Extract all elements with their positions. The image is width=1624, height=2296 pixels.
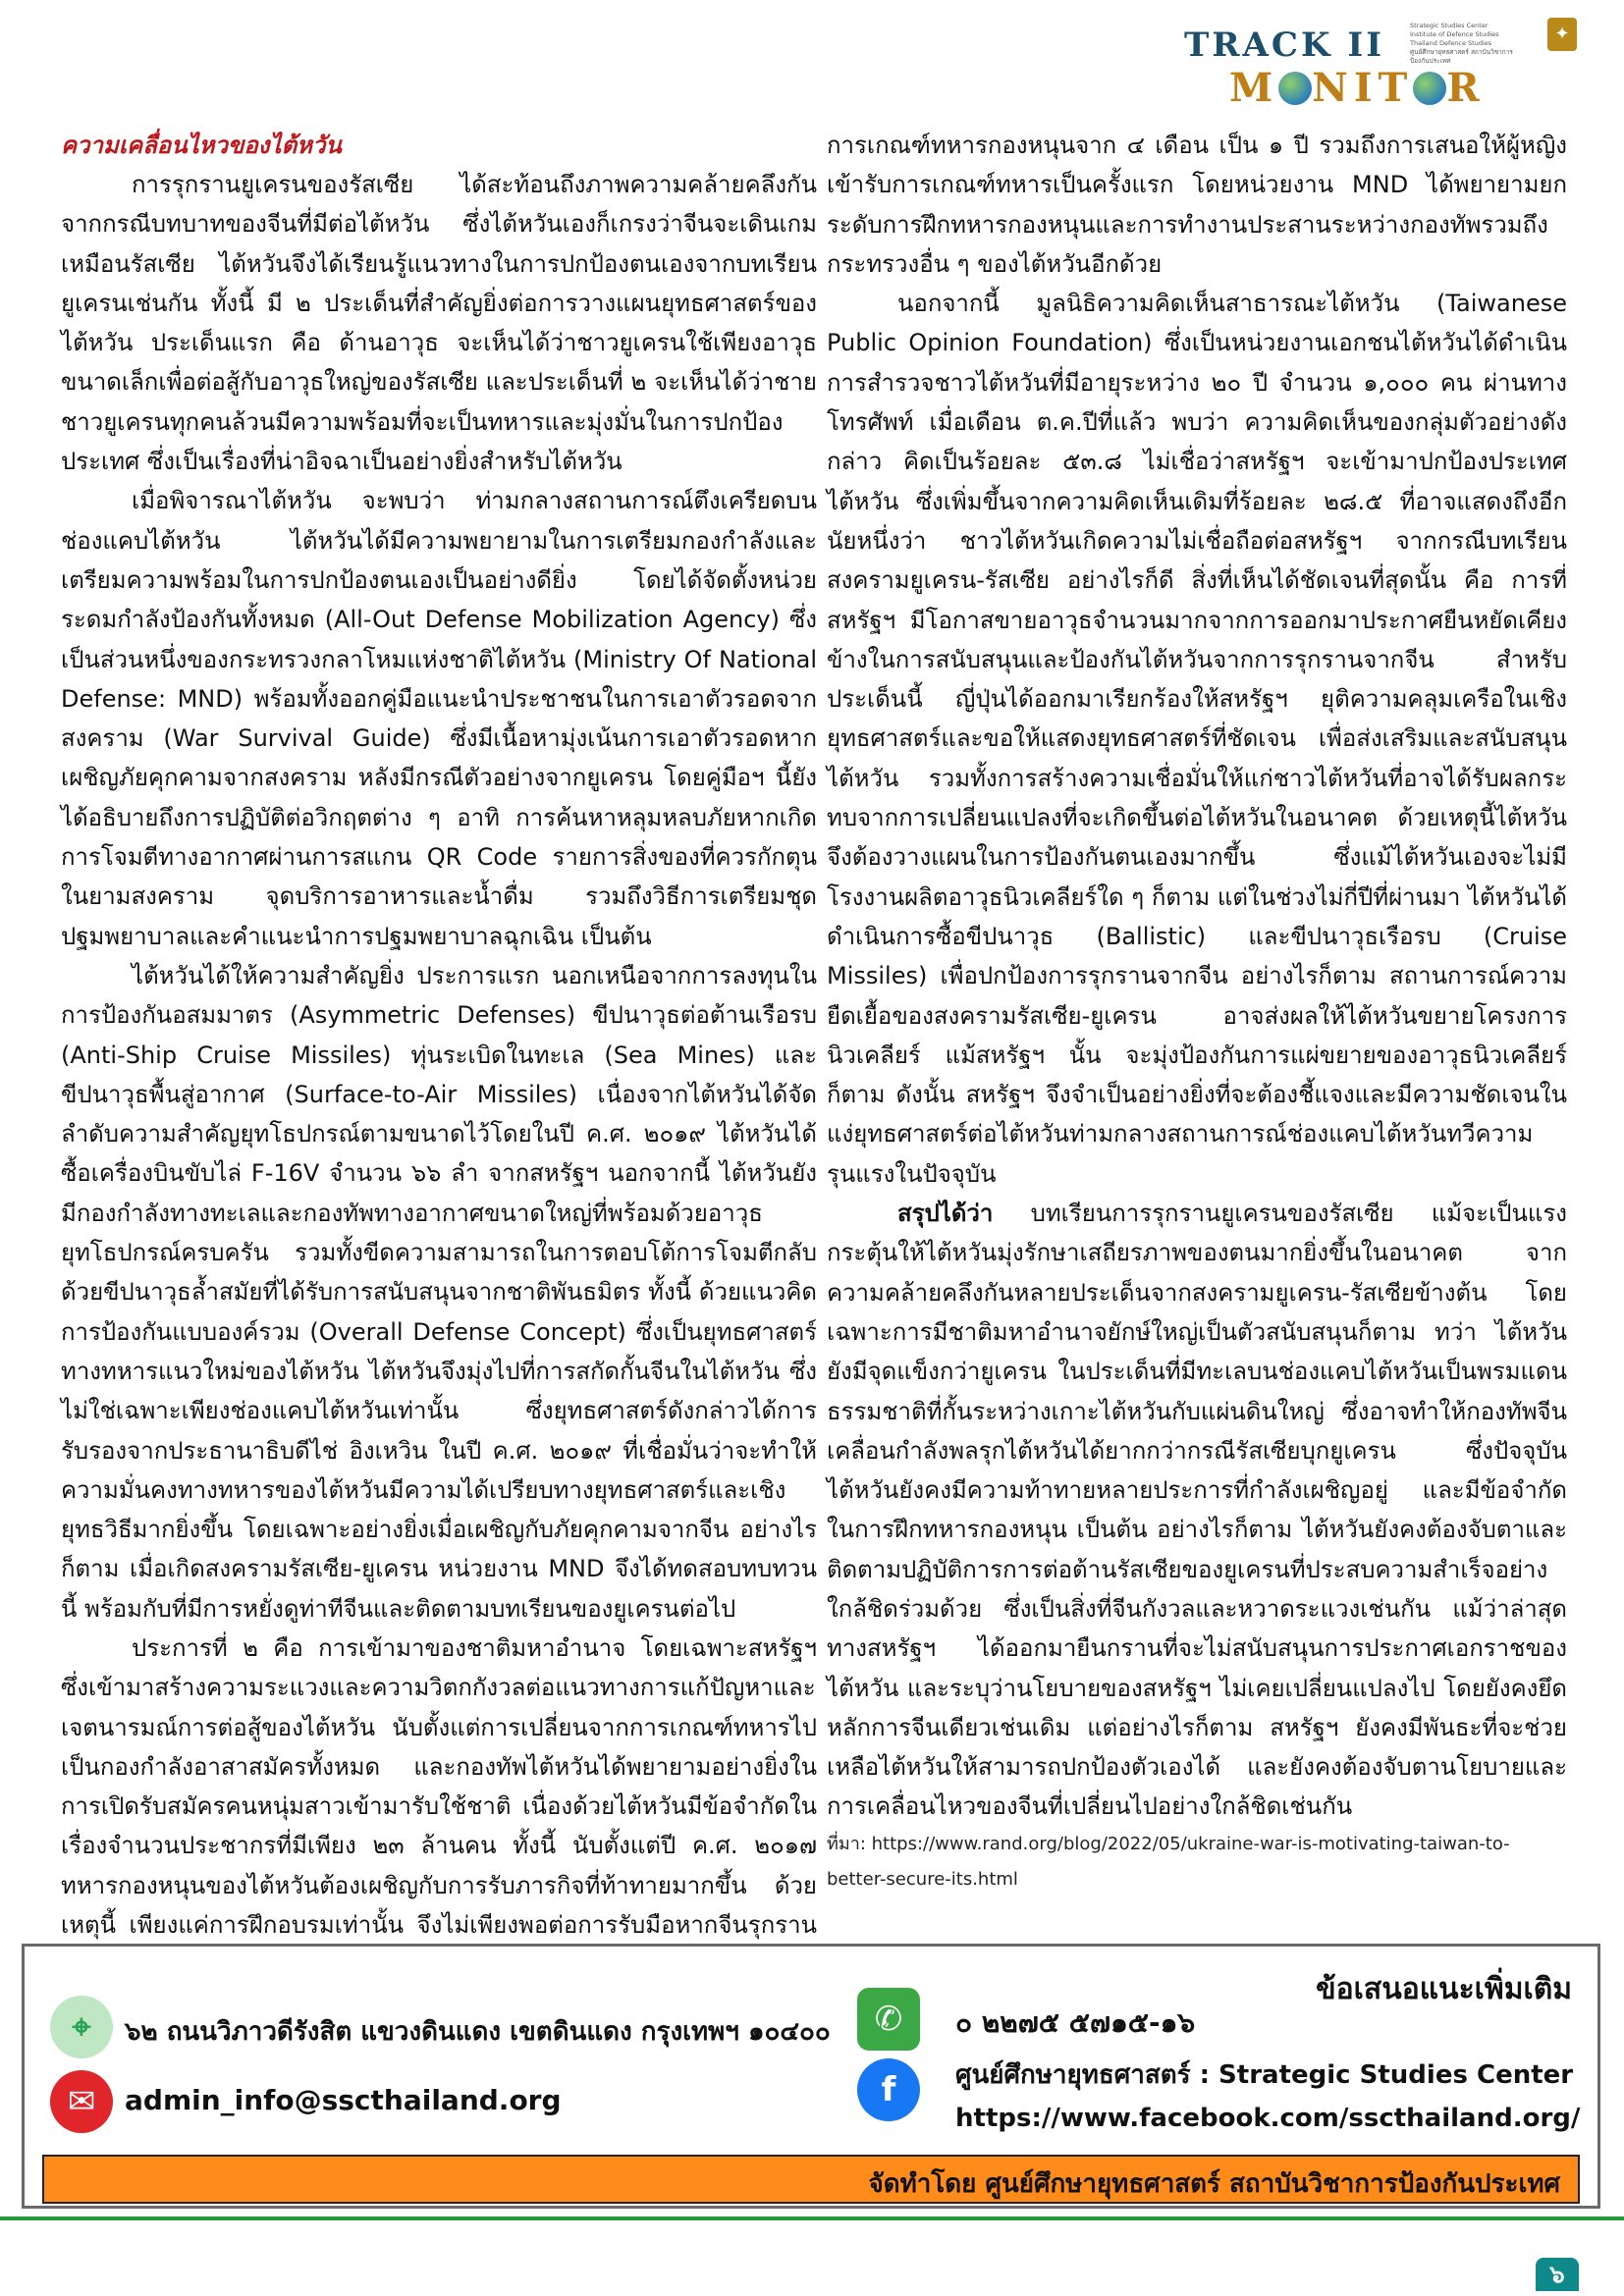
paragraph: การเกณฑ์ทหารกองหนุนจาก ๔ เดือน เป็น ๑ ปี รวมถึงการเสนอให้ผู้หญิงเข้ารับการเกณฑ์ทหารเป็นครั้งแรก โดยหน่วยงาน MND ได้พยายามยกระดับการฝึกทหารกองหนุนและการทำงานประสานระหว่างกองทัพรวมถึงกระทรวงอื่น ๆ ของไต้หวันอีกด้วย bbox=[827, 132, 1567, 278]
masthead bbox=[1184, 18, 1577, 111]
center-name: ศูนย์ศึกษายุทธศาสตร์ : Strategic Studies Center bbox=[955, 2060, 1574, 2090]
paragraph: ประการที่ ๒ คือ การเข้ามาของชาติมหาอำนาจ โดยเฉพาะสหรัฐฯ ซึ่งเข้ามาสร้างความระแวงและความวิตกกังวลต่อแนวทางการแก้ปัญหาและเจตนารมณ์การต่อสู้ของไต้หวัน นับตั้งแต่การเปลี่ยนจากการเกณฑ์ทหารไปเป็นกองกำลังอาสาสมัครทั้งหมด และกองทัพไต้หวันได้พยายามอย่างยิ่งในการเปิดรับสมัครคนหนุ่มสาวเข้ามารับใช้ชาติ เนื่องด้วยไต้หวันมีข้อจำกัดในเรื่องจำนวนประชากรที่มีเพียง ๒๓ ล้านคน ทั้งนี้ นับตั้งแต่ปี ค.ศ. ๒๐๑๗ ทหารกองหนุนของไต้หวันต้องเผชิญกับการรับภารกิจที่ท้าทายมากขึ้น ด้วยเหตุนี้ เพียงแค่การฝึกอบรมเท่านั้น จึงไม่เพียงพอต่อการรับมือหากจีนรุกราน bbox=[61, 1633, 817, 1940]
monitor-m: M bbox=[1229, 65, 1279, 111]
masthead-monitor bbox=[1229, 65, 1486, 111]
phone-text: ๐ ๒๒๗๕ ๕๗๑๕-๑๖ bbox=[955, 2006, 1196, 2039]
globe-icon bbox=[1413, 72, 1446, 105]
mail-icon: ✉ bbox=[50, 2070, 113, 2133]
source-link[interactable]: ที่มา: https://www.rand.org/blog/2022/05/ukraine-war-is-motivating-taiwan-to-better-secure-its.html bbox=[827, 1833, 1510, 1890]
facebook-link[interactable]: https://www.facebook.com/sscthailand.org/ bbox=[955, 2104, 1581, 2133]
email-link[interactable]: admin_info@sscthailand.org bbox=[125, 2084, 562, 2116]
monitor-nit: NIT bbox=[1312, 65, 1414, 111]
address-text: ๖๒ ถนนวิภาวดีรังสิต แขวงดินแดง เขตดินแดง กรุงเทพฯ ๑๐๔๐๐ bbox=[125, 2017, 831, 2047]
globe-icon bbox=[1278, 72, 1312, 105]
paragraph: ไต้หวันได้ให้ความสำคัญยิ่ง ประการแรก นอกเหนือจากการลงทุนในการป้องกันอสมมาตร (Asymmetric Defenses) ขีปนาวุธต่อต้านเรือรบ (Anti-Ship Cruise Missiles) ทุ่นระเบิดในทะเล (Sea Mines) และขีปนาวุธพื้นสู่อากาศ (Surface-to-Air Missiles) เนื่องจากไต้หวันได้จัดลำดับความสำคัญยุทโธปกรณ์ตามขนาดไว้โดยในปี ค.ศ. ๒๐๑๙ ไต้หวันได้ซื้อเครื่องบินขับไล่ F-16V จำนวน ๖๖ ลำ จากสหรัฐฯ นอกจากนี้ ไต้หวันยังมีกองกำลังทางทะเลและกองทัพทางอากาศขนาดใหญ่ที่พร้อมด้วยอาวุธยุทโธปกรณ์ครบครัน รวมทั้งขีดความสามารถในการตอบโต้การโจมตีกลับด้วยขีปนาวุธล้ำสมัยที่ได้รับการสนับสนุนจากชาติพันธมิตร ทั้งนี้ ด้วยแนวคิดการป้องกันแบบองค์รวม (Overall Defense Concept) ซึ่งเป็นยุทธศาสตร์ทางทหารแนวใหม่ของไต้หวัน ไต้หวันจึงมุ่งไปที่การสกัดกั้นจีนในไต้หวัน ซึ่งไม่ใช่เฉพาะเพียงช่องแคบไต้หวันเท่านั้น ซึ่งยุทธศาสตร์ดังกล่าวได้การรับรองจากประธานาธิบดีไช่ อิงเหวิน ในปี ค.ศ. ๒๐๑๙ ที่เชื่อมั่นว่าจะทำให้ความมั่นคงทางทหารของไต้หวันมีความได้เปรียบทางยุทธศาสตร์และเชิงยุทธวิธีมากยิ่งขึ้น โดยเฉพาะอย่างยิ่งเมื่อเผชิญกับภัยคุกคามจากจีน อย่างไรก็ตาม เมื่อเกิดสงครามรัสเซีย-ยูเครน หน่วยงาน MND จึงได้ทดสอบทบทวนนี้ พร้อมกับที่มีการหยั่งดูท่าทีจีนและติดตามบทเรียนของยูเครนต่อไป bbox=[61, 961, 817, 1623]
paragraph: เมื่อพิจารณาไต้หวัน จะพบว่า ท่ามกลางสถานการณ์ตึงเครียดบนช่องแคบไต้หวัน ไต้หวันได้มีความพยายามในการเตรียมกองกำลังและเตรียมความพร้อมในการปกป้องตนเองเป็นอย่างดียิ่ง โดยได้จัดตั้งหน่วยระดมกำลังป้องกันทั้งหมด (All-Out Defense Mobilization Agency) ซึ่งเป็นส่วนหนึ่งของกระทรวงกลาโหมแห่งชาติไต้หวัน (Ministry Of National Defense: MND) พร้อมทั้งออกคู่มือแนะนำประชาชนในการเอาตัวรอดจากสงคราม (War Survival Guide) ซึ่งมีเนื้อหามุ่งเน้นการเอาตัวรอดหากเผชิญภัยคุกคามจากสงคราม หลังมีกรณีตัวอย่างจากยูเครน โดยคู่มือฯ นี้ยังได้อธิบายถึงการปฏิบัติต่อวิกฤตต่าง ๆ อาทิ การค้นหาหลุมหลบภัยหากเกิดการโจมตีทางอากาศผ่านการสแกน QR Code รายการสิ่งของที่ควรกักตุนในยามสงคราม จุดบริการอาหารและน้ำดื่ม รวมถึงวิธีการเตรียมชุดปฐมพยาบาลและคำแนะนำการปฐมพยาบาลฉุกเฉิน เป็นต้น bbox=[61, 487, 817, 950]
monitor-r: R bbox=[1446, 65, 1486, 111]
produced-by-text: จัดทำโดย ศูนย์ศึกษายุทธศาสตร์ สถาบันวิชาการป้องกันประเทศ bbox=[868, 2169, 1560, 2199]
section-heading: ความเคลื่อนไหวของไต้หวัน bbox=[61, 132, 342, 159]
org-name-block: Strategic Studies Center Institute of Defence Studies Thailand Defence Studies ศูนย์ศึกษายุทธศาสตร์ สถาบันวิชาการป้องกันประเทศ bbox=[1410, 22, 1513, 65]
footer-divider bbox=[0, 2216, 1624, 2220]
right-column bbox=[827, 126, 1567, 1897]
left-column bbox=[61, 126, 817, 1985]
paragraph bbox=[827, 1194, 1567, 1827]
institute-emblem-icon: ✦ bbox=[1547, 18, 1577, 51]
produced-by-bar bbox=[42, 2155, 1580, 2204]
page-number: ๖ bbox=[1536, 2258, 1579, 2291]
masthead-track: TRACK II bbox=[1184, 26, 1385, 65]
paragraph: การรุกรานยูเครนของรัสเซีย ได้สะท้อนถึงภาพความคล้ายคลึงกันจากกรณีบทบาทของจีนที่มีต่อไต้หวัน ซึ่งไต้หวันเองก็เกรงว่าจีนจะเดินเกมเหมือนรัสเซีย ไต้หวันจึงได้เรียนรู้แนวทางในการปกป้องตนเองจากบทเรียนยูเครนเช่นกัน ทั้งนี้ มี ๒ ประเด็นที่สำคัญยิ่งต่อการวางแผนยุทธศาสตร์ของไต้หวัน ประเด็นแรก คือ ด้านอาวุธ จะเห็นได้ว่าชาวยูเครนใช้เพียงอาวุธขนาดเล็กเพื่อต่อสู้กับอาวุธใหญ่ของรัสเซีย และประเด็นที่ ๒ จะเห็นได้ว่าชายชาวยูเครนทุกคนล้วนมีความพร้อมที่จะเป็นทหารและมุ่งมั่นในการปกป้องประเทศ ซึ่งเป็นเรื่องที่น่าอิจฉาเป็นอย่างยิ่งสำหรับไต้หวัน bbox=[61, 171, 817, 476]
location-pin-icon: ⌖ bbox=[50, 1996, 113, 2058]
conclusion-text: บทเรียนการรุกรานยูเครนของรัสเซีย แม้จะเป็นแรงกระตุ้นให้ไต้หวันมุ่งรักษาเสถียรภาพของตนมากยิ่งขึ้นในอนาคต จากความคล้ายคลึงกันหลายประเด็นจากสงครามยูเครน-รัสเซียข้างต้น โดยเฉพาะการมีชาติมหาอำนาจยักษ์ใหญ่เป็นตัวสนับสนุนก็ตาม ทว่า ไต้หวันยังมีจุดแข็งกว่ายูเครน ในประเด็นที่มีทะเลบนช่องแคบไต้หวันเป็นพรมแดนธรรมชาติที่กั้นระหว่างเกาะไต้หวันกับแผ่นดินใหญ่ ซึ่งอาจทำให้กองทัพจีนเคลื่อนกำลังพลรุกไต้หวันได้ยากกว่ากรณีรัสเซียบุกยูเครน ซึ่งปัจจุบันไต้หวันยังคงมีความท้าทายหลายประการที่กำลังเผชิญอยู่ และมีข้อจำกัดในการฝึกทหารกองหนุน เป็นต้น อย่างไรก็ตาม ไต้หวันยังคงต้องจับตาและติดตามปฏิบัติการการต่อต้านรัสเซียของยูเครนที่ประสบความสำเร็จอย่างใกล้ชิดร่วมด้วย ซึ่งเป็นสิ่งที่จีนกังวลและหวาดระแวงเช่นกัน แม้ว่าล่าสุดทางสหรัฐฯ ได้ออกมายืนกรานที่จะไม่สนับสนุนการประกาศเอกราชของไต้หวัน และระบุว่านโยบายของสหรัฐฯ ไม่เคยเปลี่ยนแปลงไป โดยยังคงยึดหลักการจีนเดียวเช่นเดิม แต่อย่างไรก็ตาม สหรัฐฯ ยังคงมีพันธะที่จะช่วยเหลือไต้หวันให้สามารถปกป้องตัวเองได้ และยังคงต้องจับตานโยบายและการเคลื่อนไหวของจีนที่เปลี่ยนไปอย่างใกล้ชิดเช่นกัน bbox=[827, 1200, 1567, 1821]
footer-contact-box bbox=[22, 1944, 1600, 2209]
phone-icon: ✆ bbox=[857, 1988, 920, 2051]
paragraph: นอกจากนี้ มูลนิธิความคิดเห็นสาธารณะไต้หวัน (Taiwanese Public Opinion Foundation) ซึ่งเป็นหน่วยงานเอกชนไต้หวันได้ดำเนินการสำรวจชาวไต้หวันที่มีอายุระหว่าง ๒๐ ปี จำนวน ๑,๐๐๐ คน ผ่านทางโทรศัพท์ เมื่อเดือน ต.ค.ปีที่แล้ว พบว่า ความคิดเห็นของกลุ่มตัวอย่างดังกล่าว คิดเป็นร้อยละ ๕๓.๘ ไม่เชื่อว่าสหรัฐฯ จะเข้ามาปกป้องประเทศไต้หวัน ซึ่งเพิ่มขึ้นจากความคิดเห็นเดิมที่ร้อยละ ๒๘.๕ ที่อาจแสดงถึงอีกนัยหนึ่งว่า ชาวไต้หวันเกิดความไม่เชื่อถือต่อสหรัฐฯ จากกรณีบทเรียนสงครามยูเครน-รัสเซีย อย่างไรก็ดี สิ่งที่เห็นได้ชัดเจนที่สุดนั้น คือ การที่สหรัฐฯ มีโอกาสขายอาวุธจำนวนมากจากการออกมาประกาศยืนหยัดเคียงข้างในการสนับสนุนและป้องกันไต้หวันจากการรุกรานจากจีน สำหรับประเด็นนี้ ญี่ปุ่นได้ออกมาเรียกร้องให้สหรัฐฯ ยุติความคลุมเครือในเชิงยุทธศาสตร์และขอให้แสดงยุทธศาสตร์ที่ชัดเจน เพื่อส่งเสริมและสนับสนุนไต้หวัน รวมทั้งการสร้างความเชื่อมั่นให้แก่ชาวไต้หวันที่อาจได้รับผลกระทบจากการเปลี่ยนแปลงที่จะเกิดขึ้นต่อไต้หวันในอนาคต ด้วยเหตุนี้ไต้หวันจึงต้องวางแผนในการป้องกันตนเองมากขึ้น ซึ่งแม้ไต้หวันเองจะไม่มีโรงงานผลิตอาวุธนิวเคลียร์ใด ๆ ก็ตาม แต่ในช่วงไม่กี่ปีที่ผ่านมา ไต้หวันได้ดำเนินการซื้อขีปนาวุธ (Ballistic) และขีปนาวุธเรือรบ (Cruise Missiles) เพื่อปกป้องการรุกรานจากจีน อย่างไรก็ตาม สถานการณ์ความยืดเยื้อของสงครามรัสเซีย-ยูเครน อาจส่งผลให้ไต้หวันขยายโครงการนิวเคลียร์ แม้สหรัฐฯ นั้น จะมุ่งป้องกันการแผ่ขยายของอาวุธนิวเคลียร์ก็ตาม ดังนั้น สหรัฐฯ จึงจำเป็นอย่างยิ่งที่จะต้องชี้แจงและมีความชัดเจนในแง่ยุทธศาสตร์ต่อไต้หวันท่ามกลางสถานการณ์ช่องแคบไต้หวันทวีความรุนแรงในปัจจุบัน bbox=[827, 290, 1567, 1188]
conclusion-lead: สรุปได้ว่า bbox=[897, 1200, 994, 1228]
facebook-icon: f bbox=[857, 2058, 920, 2121]
more-suggestions-label: ข้อเสนอแนะเพิ่มเติม bbox=[1316, 1972, 1572, 2006]
